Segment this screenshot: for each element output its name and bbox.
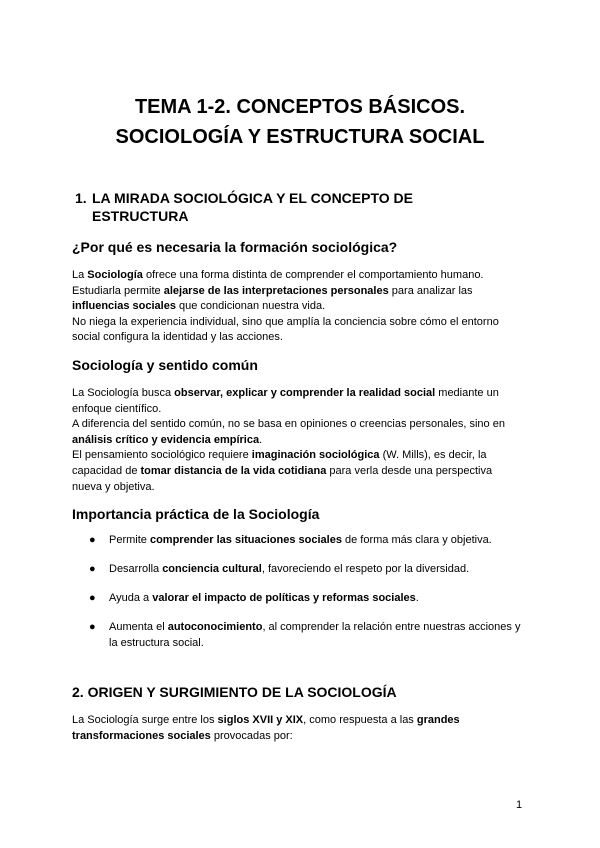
text: ofrece una forma distinta de comprender el comportamiento humano. bbox=[142, 269, 484, 281]
text: (W. Mills), es decir, la bbox=[379, 449, 487, 462]
list-item bbox=[89, 562, 529, 578]
page-number: 1 bbox=[516, 799, 523, 811]
section-1-title-line-2: ESTRUCTURA bbox=[92, 208, 189, 224]
text: la estructura social. bbox=[109, 636, 204, 649]
bold-text: análisis crítico y evidencia empírica bbox=[72, 433, 260, 446]
paragraph-origen bbox=[72, 713, 532, 744]
text: de forma más clara y objetiva. bbox=[341, 534, 492, 546]
bold-text: transformaciones sociales bbox=[72, 729, 211, 742]
text: . bbox=[415, 592, 419, 604]
subsection-formacion-heading: ¿Por qué es necesaria la formación sociológica? bbox=[72, 239, 398, 255]
bold-text: comprender las situaciones sociales bbox=[149, 534, 342, 546]
paragraph-sentido-comun bbox=[72, 386, 532, 495]
text: Desarrolla bbox=[109, 563, 163, 575]
bold-text: observar, explicar y comprender la realidad social bbox=[174, 387, 436, 399]
list-item bbox=[89, 591, 529, 607]
text: social configura la identidad y las acciones. bbox=[72, 331, 283, 344]
list-item bbox=[89, 620, 529, 651]
text: provocadas por: bbox=[210, 729, 293, 742]
title-line-1: TEMA 1-2. CONCEPTOS BÁSICOS. bbox=[134, 96, 466, 118]
text: nueva y objetiva. bbox=[72, 480, 155, 493]
list-item bbox=[89, 533, 529, 549]
text: , favoreciendo el respeto por la diversidad. bbox=[261, 563, 470, 575]
text: , como respuesta a las bbox=[303, 714, 417, 726]
bold-text: Sociología bbox=[87, 269, 143, 281]
section-1-title-line-1: LA MIRADA SOCIOLÓGICA Y EL CONCEPTO DE bbox=[92, 190, 413, 206]
text: A diferencia del sentido común, no se basa en opiniones o creencias personales, sino en bbox=[72, 418, 505, 431]
subsection-sentido-comun-heading: Sociología y sentido común bbox=[72, 357, 258, 373]
bullet-icon: ● bbox=[89, 534, 96, 546]
text: para analizar las bbox=[388, 284, 473, 297]
text: Estudiarla permite bbox=[72, 284, 164, 297]
document-title bbox=[0, 92, 600, 152]
title-line-2: SOCIOLOGÍA Y ESTRUCTURA SOCIAL bbox=[115, 126, 485, 148]
bullet-icon: ● bbox=[89, 563, 96, 575]
bold-text: grandes bbox=[416, 714, 460, 726]
text: para verla desde una perspectiva bbox=[326, 464, 493, 477]
section-2-heading: 2. ORIGEN Y SURGIMIENTO DE LA SOCIOLOGÍA bbox=[72, 684, 397, 700]
bullet-icon: ● bbox=[89, 621, 96, 633]
bold-text: alejarse de las interpretaciones personales bbox=[163, 284, 389, 297]
bold-text: conciencia cultural bbox=[162, 563, 262, 575]
text: El pensamiento sociológico requiere bbox=[72, 449, 252, 462]
bold-text: tomar distancia de la vida cotidiana bbox=[140, 464, 327, 477]
text: La bbox=[72, 269, 88, 281]
bold-text: influencias sociales bbox=[72, 300, 176, 313]
section-1-heading bbox=[75, 189, 472, 225]
subsection-importancia-heading: Importancia práctica de la Sociología bbox=[72, 506, 320, 522]
text: No niega la experiencia individual, sino que amplía la conciencia sobre cómo el entorno bbox=[72, 315, 499, 328]
text: La Sociología busca bbox=[72, 387, 175, 399]
bold-text: imaginación sociológica bbox=[251, 449, 380, 462]
bold-text: autoconocimiento bbox=[167, 621, 263, 633]
text: que condicionan nuestra vida. bbox=[175, 300, 326, 313]
section-1-number: 1. bbox=[75, 190, 87, 206]
bullet-icon: ● bbox=[89, 592, 96, 604]
text: enfoque científico. bbox=[72, 402, 162, 415]
text: Ayuda a bbox=[109, 592, 153, 604]
bold-text: siglos XVII y XIX bbox=[217, 714, 304, 726]
text: , al comprender la relación entre nuestras acciones y bbox=[262, 621, 521, 633]
text: La Sociología surge entre los bbox=[72, 714, 218, 726]
text: Aumenta el bbox=[109, 621, 168, 633]
text: Permite bbox=[109, 534, 150, 546]
paragraph-formacion bbox=[72, 268, 532, 346]
bold-text: valorar el impacto de políticas y reformas sociales bbox=[152, 592, 416, 604]
text: . bbox=[259, 433, 263, 446]
text: capacidad de bbox=[72, 464, 141, 477]
text: mediante un bbox=[435, 387, 499, 399]
